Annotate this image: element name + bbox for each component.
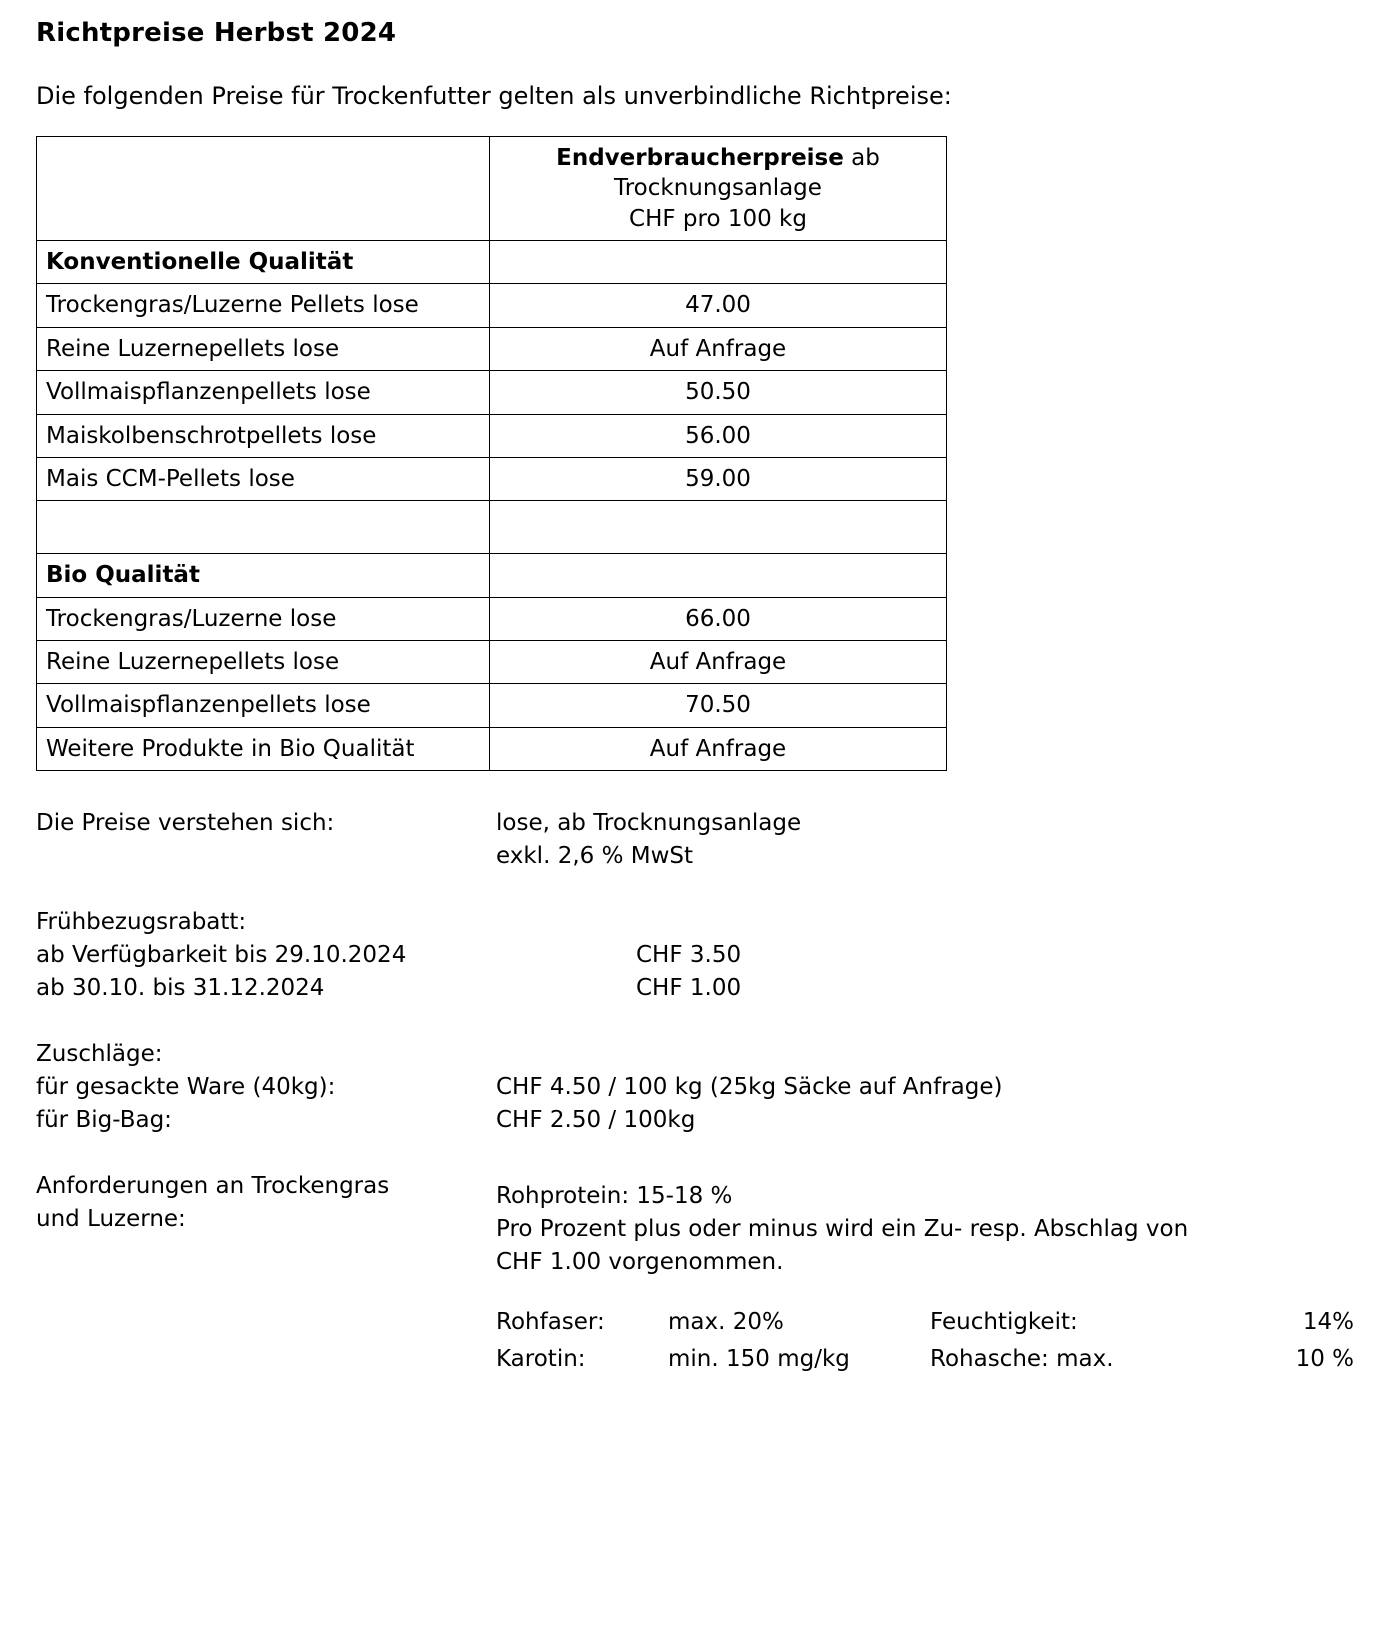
row-price: 56.00	[490, 414, 947, 457]
intro-paragraph: Die folgenden Preise für Trockenfutter gelten als unverbindliche Richtpreise:	[36, 82, 952, 110]
row-price: 50.50	[490, 371, 947, 414]
discount-value: CHF 1.00	[636, 974, 742, 1001]
table-row	[37, 284, 947, 327]
discount-label: ab Verfügbarkeit bis 29.10.2024	[36, 942, 407, 968]
row-price: Auf Anfrage	[490, 327, 947, 370]
prices-note-line2: exkl. 2,6 % MwSt	[496, 842, 694, 869]
table-row	[37, 414, 947, 457]
spec-key: Rohasche: max.	[930, 1345, 1114, 1372]
spec-key: Feuchtigkeit:	[930, 1309, 1078, 1336]
requirements-label-line1: Anforderungen an Trockengras	[36, 1173, 390, 1200]
table-row	[37, 684, 947, 727]
row-price: Auf Anfrage	[490, 727, 947, 770]
row-price: 59.00	[490, 457, 947, 500]
surcharge-section	[36, 1038, 1360, 1136]
table-row	[37, 371, 947, 414]
row-label: Bio Qualität	[37, 554, 490, 597]
table-header-row	[37, 137, 947, 241]
discount-row	[36, 972, 1360, 1005]
spec-value: max. 20%	[668, 1309, 784, 1336]
prices-note-label: Die Preise verstehen sich:	[36, 810, 335, 837]
spec-value: 14%	[1302, 1309, 1354, 1336]
spacer	[36, 872, 1360, 906]
requirements-line2: Pro Prozent plus oder minus wird ein Zu- resp. Abschlag von	[496, 1215, 1189, 1242]
surcharge-value: CHF 2.50 / 100kg	[496, 1106, 696, 1133]
requirements-label	[36, 1170, 496, 1375]
discount-title: Frühbezugsrabatt:	[36, 909, 247, 936]
requirements-line3: CHF 1.00 vorgenommen.	[496, 1248, 784, 1275]
row-label: Mais CCM-Pellets lose	[37, 457, 490, 500]
row-label: Konventionelle Qualität	[37, 241, 490, 284]
table-row	[37, 457, 947, 500]
spec-grid	[496, 1306, 1360, 1375]
prices-note	[36, 807, 1360, 872]
table-row	[37, 597, 947, 640]
requirements-section	[36, 1170, 1360, 1375]
row-price: 66.00	[490, 597, 947, 640]
discount-label: ab 30.10. bis 31.12.2024	[36, 974, 325, 1001]
header-price-line3: CHF pro 100 kg	[629, 205, 807, 232]
surcharge-row	[36, 1071, 1360, 1104]
spacer	[36, 1004, 1360, 1038]
row-label: Weitere Produkte in Bio Qualität	[37, 727, 490, 770]
header-price-rest: ab	[843, 145, 880, 171]
prices-note-line1: lose, ab Trocknungsanlage	[496, 810, 802, 837]
row-label: Maiskolbenschrotpellets lose	[37, 414, 490, 457]
table-row	[37, 241, 947, 284]
discount-row	[36, 939, 1360, 972]
requirements-label-line2: und Luzerne:	[36, 1205, 186, 1232]
header-price-line2: Trocknungsanlage	[614, 175, 822, 202]
header-label-cell	[37, 137, 490, 241]
spacer	[36, 1136, 1360, 1170]
spacer	[496, 1278, 1360, 1306]
header-price-cell	[490, 137, 947, 241]
table-row	[37, 327, 947, 370]
surcharge-label: für Big-Bag:	[36, 1106, 172, 1133]
page-title: Richtpreise Herbst 2024	[36, 18, 397, 48]
row-label: Reine Luzernepellets lose	[37, 327, 490, 370]
spec-key: Karotin:	[496, 1345, 586, 1372]
row-label: Reine Luzernepellets lose	[37, 640, 490, 683]
spec-value: 10 %	[1295, 1345, 1354, 1372]
spacer	[496, 1170, 1360, 1180]
spec-value: min. 150 mg/kg	[668, 1345, 850, 1372]
requirements-values	[496, 1170, 1360, 1375]
prices-note-values	[496, 807, 1360, 872]
table-row	[37, 727, 947, 770]
header-price-strong: Endverbraucherpreise	[556, 145, 844, 171]
discount-value: CHF 3.50	[636, 942, 742, 968]
notes-section	[36, 807, 1360, 1376]
surcharge-title: Zuschläge:	[36, 1041, 163, 1068]
row-price: 47.00	[490, 284, 947, 327]
row-price: 70.50	[490, 684, 947, 727]
row-price	[490, 241, 947, 284]
row-label	[37, 501, 490, 554]
row-price: Auf Anfrage	[490, 640, 947, 683]
row-label: Vollmaispflanzenpellets lose	[37, 371, 490, 414]
row-label: Trockengras/Luzerne Pellets lose	[37, 284, 490, 327]
requirements-line1: Rohprotein: 15-18 %	[496, 1183, 733, 1210]
table-spacer-row	[37, 501, 947, 554]
discount-section	[36, 906, 1360, 1004]
surcharge-row	[36, 1104, 1360, 1137]
row-label: Vollmaispflanzenpellets lose	[37, 684, 490, 727]
surcharge-label: für gesackte Ware (40kg):	[36, 1073, 336, 1100]
surcharge-value: CHF 4.50 / 100 kg (25kg Säcke auf Anfrage)	[496, 1073, 1003, 1100]
row-price	[490, 554, 947, 597]
table-row	[37, 554, 947, 597]
spec-key: Rohfaser:	[496, 1309, 605, 1336]
price-table	[36, 136, 947, 771]
table-row	[37, 640, 947, 683]
row-price	[490, 501, 947, 554]
row-label: Trockengras/Luzerne lose	[37, 597, 490, 640]
